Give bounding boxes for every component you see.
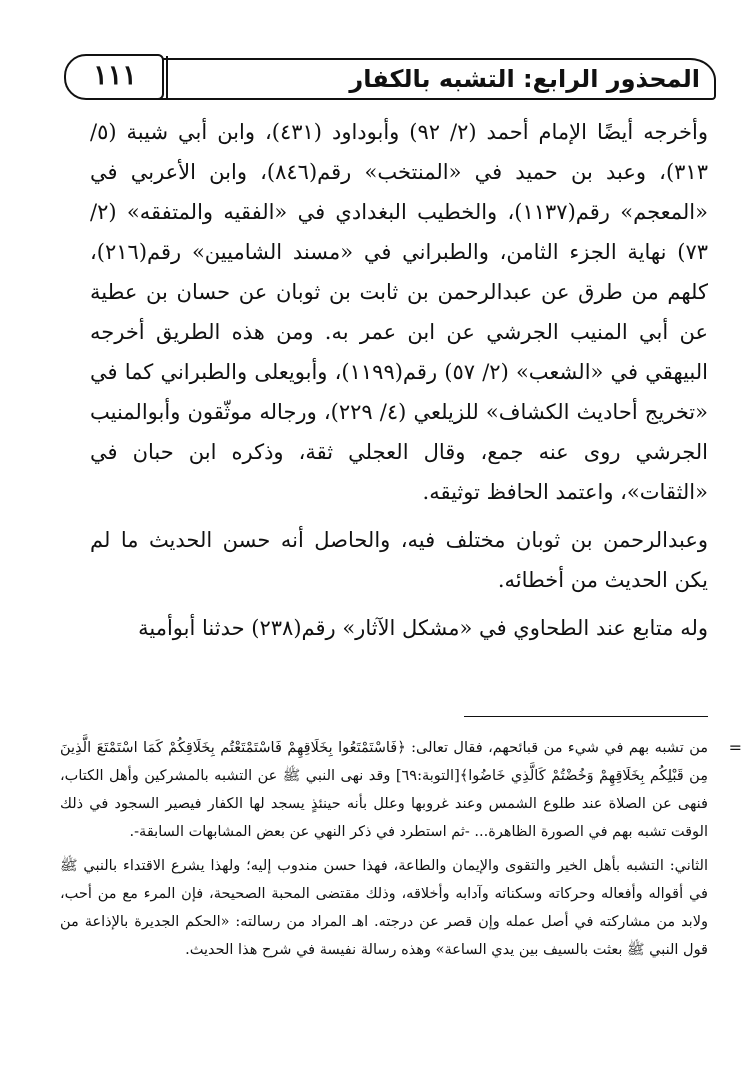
main-text	[90, 112, 708, 648]
body-paragraph-2: وعبدالرحمن بن ثوبان مختلف فيه، والحاصل أنه حسن الحديث ما لم يكن الحديث من أخطائه.	[90, 528, 708, 592]
page-number: ١١١	[93, 60, 137, 91]
chapter-title: المحذور الرابع: التشبه بالكفار	[349, 65, 700, 93]
body-paragraph-1: وأخرجه أيضًا الإمام أحمد (٢/ ٩٢) وأبوداود (٤٣١)، وابن أبي شيبة (٥/ ٣١٣)، وعبد بن حميد في «المنتخب» رقم(٨٤٦)، وابن الأعربي في «المعجم» رقم(١١٣٧)، والخطيب البغدادي في «الفقيه والمتفقه» (٢/ ٧٣) نهاية الجزء الثامن، والطبراني في «مسند الشاميين» رقم(٢١٦)، كلهم من طرق عن عبدالرحمن بن ثابت بن ثوبان عن حسان بن عطية عن أبي المنيب الجرشي عن ابن عمر به. ومن هذه الطريق أخرجه البيهقي في «الشعب» (٢/ ٥٧) رقم(١١٩٩)، وأبويعلى والطبراني كما في «تخريج أحاديث الكشاف» للزيلعي (٤/ ٢٢٩)، ورجاله موثّقون وأبوالمنيب الجرشي روى عنه جمع، وقال العجلي ثقة، وذكره ابن حبان في «الثقات»، واعتمد الحافظ توثيقه.	[90, 120, 708, 504]
footnote-paragraph-2: الثاني: التشبه بأهل الخير والتقوى والإيمان والطاعة، فهذا حسن مندوب إليه؛ ولهذا يشرع الاقتداء بالنبي ﷺ في أقواله وأفعاله وحركاته وسكناته وآدابه وأخلاقه، وذلك مقتضى المحبة الصحيحة، فإن المرء مع من أحب، ولابد من مشاركته في أصل عمله وإن قصر عن درجته. اهـ المراد من رسالته: «الحكم الجديرة بالإذاعة من قول النبي ﷺ بعثت بالسيف بين يدي الساعة» وهذه رسالة نفيسة في شرح هذا الحديث.	[60, 858, 708, 958]
footnote-continuation-marker: =	[728, 738, 742, 757]
body-paragraph-3: وله متابع عند الطحاوي في «مشكل الآثار» رقم(٢٣٨) حدثنا أبوأمية	[138, 616, 708, 640]
header-frame	[98, 58, 716, 100]
footnote-paragraph-1: من تشبه بهم في شيء من قبائحهم، فقال تعالى: ﴿فَاسْتَمْتَعُوا بِخَلَاقِهِمْ فَاسْتَمْتَعْتُم بِخَلَاقِكُمْ كَمَا اسْتَمْتَعَ الَّذِينَ مِن قَبْلِكُم بِخَلَاقِهِمْ وَخُضْتُمْ كَالَّذِي خَاضُوا﴾[التوبة:٦٩] وقد نهى النبي ﷺ عن التشبه بالمشركين وأهل الكتاب، فنهى عن الصلاة عند طلوع الشمس وعند غروبها وعلل بأنه حينئذٍ يسجد لها الكفار فيصير السجود في ذلك الوقت تشبه بهم في الصورة الظاهرة... -ثم استطرد في ذكر النهي عن بعض المشابهات السابقة-.	[60, 740, 708, 840]
footnote-separator	[464, 716, 708, 717]
header-divider	[166, 56, 168, 98]
page-header	[64, 58, 716, 102]
page-number-box	[64, 54, 164, 100]
footnotes-section	[60, 734, 742, 964]
